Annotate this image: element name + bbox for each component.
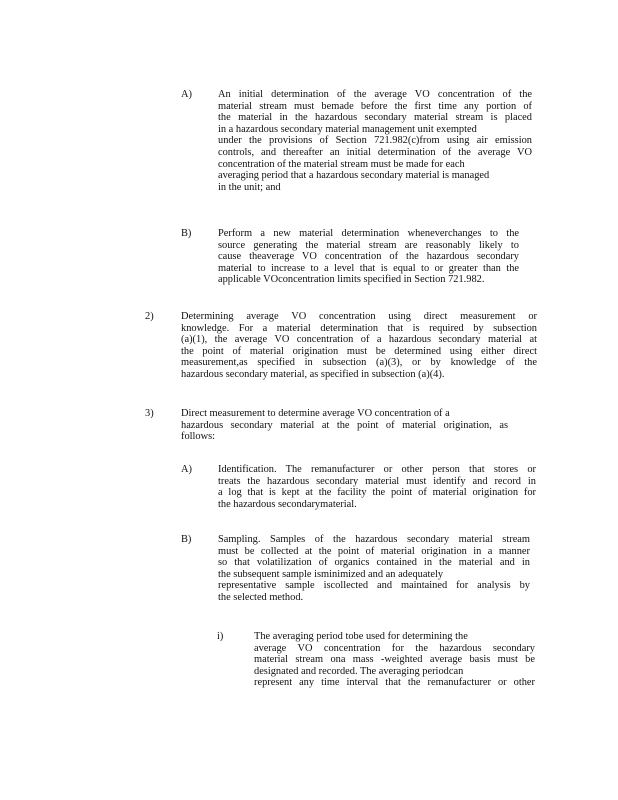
- text-line: material stream must bemade before the first time any portion of: [218, 100, 532, 112]
- text-line: Perform a new material determination wheneverchanges to the: [218, 228, 519, 239]
- item-label: i): [217, 631, 224, 642]
- text-line: Identification. The remanufacturer or other person that stores or: [218, 464, 536, 475]
- text-line: in the unit; and: [218, 181, 281, 193]
- paragraph-text: [254, 631, 535, 689]
- paragraph-text: [218, 464, 536, 510]
- paragraph-text: [218, 89, 532, 193]
- item-label: B): [181, 228, 192, 239]
- item-label: B): [181, 534, 192, 545]
- text-line: knowledge. For a material determination that is required by subsection: [181, 322, 537, 334]
- text-line: hazardous secondary material at the point of material origination, as: [181, 419, 508, 431]
- text-line: hazardous secondary material, as specified in subsection (a)(4).: [181, 368, 445, 380]
- text-line: concentration of the material stream must be made for each: [218, 158, 465, 170]
- item-label: A): [181, 89, 192, 100]
- text-line: material to increase to a level that is equal to or greater than the: [218, 262, 519, 274]
- text-line: the subsequent sample isminimized and an adequately: [218, 568, 444, 580]
- text-line: representative sample iscollected and maintained for analysis by: [218, 580, 530, 592]
- text-line: applicable VOconcentration limits specified in Section 721.982.: [218, 274, 485, 286]
- text-line: so that volatilization of organics contained in the material and in: [218, 557, 530, 569]
- item-label: A): [181, 464, 192, 475]
- text-line: treats the hazardous secondary material must identify and record in: [218, 475, 536, 487]
- text-line: the selected method.: [218, 591, 304, 603]
- text-line: the point of material origination must be determined using either direct: [181, 345, 537, 357]
- item-label: 3): [145, 408, 154, 419]
- paragraph-text: [181, 311, 537, 381]
- paragraph-text: [218, 534, 530, 604]
- text-line: follows:: [181, 431, 216, 443]
- text-line: average VO concentration for the hazardous secondary: [254, 642, 535, 654]
- text-line: designated and recorded. The averaging periodcan: [254, 665, 464, 677]
- text-line: the hazardous secondarymaterial.: [218, 498, 357, 510]
- text-line: The averaging period tobe used for determining the: [254, 631, 468, 642]
- text-line: in a hazardous secondary material management unit exempted: [218, 123, 477, 135]
- text-line: averaging period that a hazardous secondary material is managed: [218, 170, 490, 182]
- text-line: represent any time interval that the remanufacturer or other: [254, 677, 535, 689]
- text-line: Direct measurement to determine average VO concentration of a: [181, 408, 450, 419]
- text-line: (a)(1), the average VO concentration of a hazardous secondary material at: [181, 334, 537, 346]
- text-line: Determining average VO concentration using direct measurement or: [181, 311, 537, 322]
- text-line: a log that is kept at the facility the point of material origination for: [218, 487, 536, 499]
- text-line: source generating the material stream are reasonably likely to: [218, 239, 519, 251]
- text-line: measurement,as specified in subsection (a)(3), or by knowledge of the: [181, 357, 537, 369]
- text-line: cause theaverage VO concentration of the hazardous secondary: [218, 251, 519, 263]
- text-line: An initial determination of the average VO concentration of the: [218, 89, 532, 100]
- text-line: the material in the hazardous secondary material stream is placed: [218, 112, 532, 124]
- text-line: Sampling. Samples of the hazardous secondary material stream: [218, 534, 530, 545]
- text-line: under the provisions of Section 721.982(c)from using air emission: [218, 135, 532, 147]
- text-line: controls, and thereafter an initial determination of the average VO: [218, 146, 532, 158]
- paragraph-text: [218, 228, 519, 286]
- item-label: 2): [145, 311, 154, 322]
- text-line: material stream ona mass -weighted average basis must be: [254, 654, 535, 666]
- paragraph-text: [181, 408, 508, 443]
- text-line: must be collected at the point of material origination in a manner: [218, 545, 530, 557]
